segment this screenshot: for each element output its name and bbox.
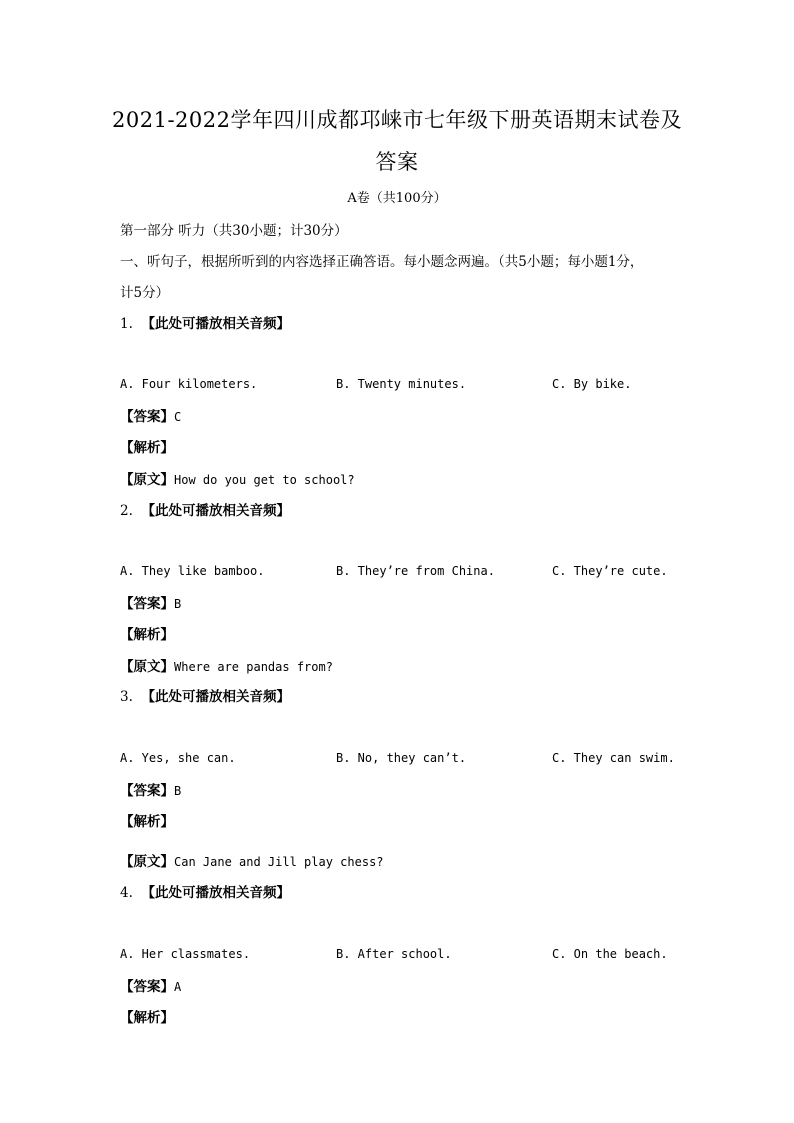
original-label: 【原文】 — [120, 472, 174, 488]
question-3-option-b: B. No, they can’t. — [336, 751, 467, 765]
question-3-option-c: C. They can swim. — [552, 751, 675, 765]
question-3-header — [120, 685, 290, 705]
question-3-original — [120, 850, 384, 870]
page-title-line-1: 2021-2022学年四川成都邛崃市七年级下册英语期末试卷及 — [112, 108, 682, 132]
question-3-answer — [120, 779, 181, 799]
question-4-header — [120, 881, 290, 901]
question-1-option-c: C. By bike. — [552, 377, 632, 391]
answer-value: B — [174, 597, 182, 611]
answer-label: 【答案】 — [120, 409, 174, 425]
original-text: Can Jane and Jill play chess? — [174, 855, 384, 869]
section-a-heading: A卷（共100分） — [347, 191, 447, 206]
answer-label: 【答案】 — [120, 783, 174, 799]
instructions-line-2: 计5分） — [120, 285, 170, 301]
question-3-option-a: A. Yes, she can. — [120, 751, 236, 765]
question-4-option-a: A. Her classmates. — [120, 947, 251, 961]
question-4-option-c: C. On the beach. — [552, 947, 668, 961]
question-4-option-b: B. After school. — [336, 947, 452, 961]
answer-label: 【答案】 — [120, 979, 174, 995]
question-4-analysis: 【解析】 — [120, 1010, 174, 1026]
question-1-option-a: A. Four kilometers. — [120, 377, 258, 391]
question-1-answer — [120, 405, 181, 425]
question-2-original — [120, 655, 333, 675]
question-2-option-c: C. They’re cute. — [552, 564, 668, 578]
question-2-analysis: 【解析】 — [120, 627, 174, 643]
original-text: How do you get to school? — [174, 473, 355, 487]
question-1-original — [120, 468, 355, 488]
original-label: 【原文】 — [120, 854, 174, 870]
question-2-option-a: A. They like bamboo. — [120, 564, 265, 578]
audio-placeholder: 【此处可播放相关音频】 — [141, 503, 290, 519]
original-text: Where are pandas from? — [174, 660, 333, 674]
audio-placeholder: 【此处可播放相关音频】 — [141, 316, 290, 332]
answer-value: A — [174, 980, 182, 994]
question-4-answer — [120, 975, 181, 995]
question-2-header — [120, 499, 290, 519]
question-1-option-b: B. Twenty minutes. — [336, 377, 467, 391]
question-2-option-b: B. They’re from China. — [336, 564, 495, 578]
instructions-line-1: 一、听句子，根据所听到的内容选择正确答语。每小题念两遍。（共5小题；每小题1分， — [120, 254, 644, 270]
question-1-header — [120, 312, 290, 332]
question-1-analysis: 【解析】 — [120, 440, 174, 456]
answer-value: B — [174, 784, 182, 798]
question-3-analysis: 【解析】 — [120, 814, 174, 830]
answer-label: 【答案】 — [120, 596, 174, 612]
question-2-answer — [120, 592, 181, 612]
question-number: 1. — [120, 316, 133, 332]
answer-value: C — [174, 410, 182, 424]
original-label: 【原文】 — [120, 659, 174, 675]
page-title-line-2: 答案 — [375, 150, 419, 174]
part-one-heading: 第一部分 听力（共30小题；计30分） — [120, 223, 348, 239]
question-number: 4. — [120, 885, 133, 901]
audio-placeholder: 【此处可播放相关音频】 — [141, 689, 290, 705]
question-number: 3. — [120, 689, 133, 705]
audio-placeholder: 【此处可播放相关音频】 — [141, 885, 290, 901]
question-number: 2. — [120, 503, 133, 519]
